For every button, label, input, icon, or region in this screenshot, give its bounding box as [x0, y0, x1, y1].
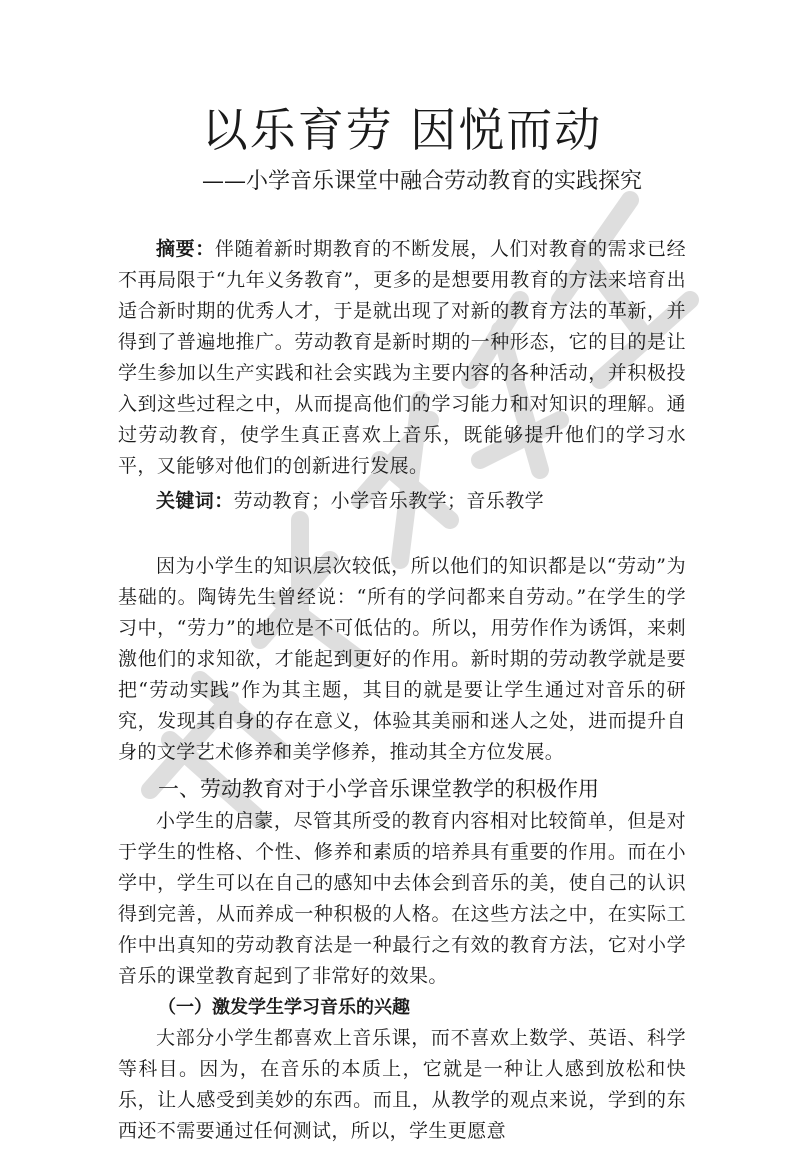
document-subtitle: ——小学音乐课堂中融合劳动教育的实践探究 — [201, 169, 642, 194]
abstract — [118, 234, 686, 517]
intro-text: 因为小学生的知识层次较低，所以他们的知识都是以“劳动”为基础的。陶铸先生曾经说：“所有的学问都来自劳动。”在学生的学习中，“劳力”的地位是不可低估的。所以，用劳作作为诱饵，来刺激他们的求知欲，才能起到更好的作用。新时期的劳动教学就是要把“劳动实践”作为其主题，其目的就是要让学生通过对音乐的研究，发现其自身的存在意义，体验其美丽和迷人之处，进而提升自身的文学艺术修养和美学修养，推动其全方位发展。 — [118, 555, 686, 763]
section-1-body — [118, 806, 686, 992]
document-title: 以乐育劳 因悦而动 — [201, 103, 603, 157]
keywords-label: 关键词： — [156, 490, 234, 512]
subsection-heading-1: （一）激发学生学习音乐的兴趣 — [158, 997, 410, 1018]
abstract-label: 摘要： — [156, 238, 215, 260]
section-1-text: 小学生的启蒙，尽管其所受的教育内容相对比较简单，但是对于学生的性格、个性、修养和素质的培养具有重要的作用。而在小学中，学生可以在自己的感知中去体会到音乐的美，使自己的认识得到完善，从而养成一种积极的人格。在这些方法之中，在实际工作中出真知的劳动教育法是一种最行之有效的教育方法，它对小学音乐的课堂教育起到了非常好的效果。 — [118, 810, 686, 987]
section-heading-1: 一、劳动教育对于小学音乐课堂教学的积极作用 — [158, 777, 599, 801]
subsection-1-body — [118, 1023, 686, 1147]
keywords-text: 劳动教育；小学音乐教学；音乐教学 — [233, 490, 545, 512]
subsection-1-text: 大部分小学生都喜欢上音乐课，而不喜欢上数学、英语、科学等科目。因为，在音乐的本质上，它就是一种让人感到放松和快乐，让人感受到美妙的东西。而且，从教学的观点来说，学到的东西还不需要通过任何测试，所以，学生更愿意 — [118, 1027, 686, 1142]
intro-paragraph — [118, 551, 686, 768]
abstract-text: 伴随着新时期教育的不断发展，人们对教育的需求已经不再局限于“九年义务教育”，更多的是想要用教育的方法来培育出适合新时期的优秀人才，于是就出现了对新的教育方法的革新，并得到了普遍地推广。劳动教育是新时期的一种形态，它的目的是让学生参加以生产实践和社会实践为主要内容的各种活动，并积极投入到这些过程之中，从而提高他们的学习能力和对知识的理解。通过劳动教育，使学生真正喜欢上音乐，既能够提升他们的学习水平，又能够对他们的创新进行发展。 — [118, 238, 686, 477]
